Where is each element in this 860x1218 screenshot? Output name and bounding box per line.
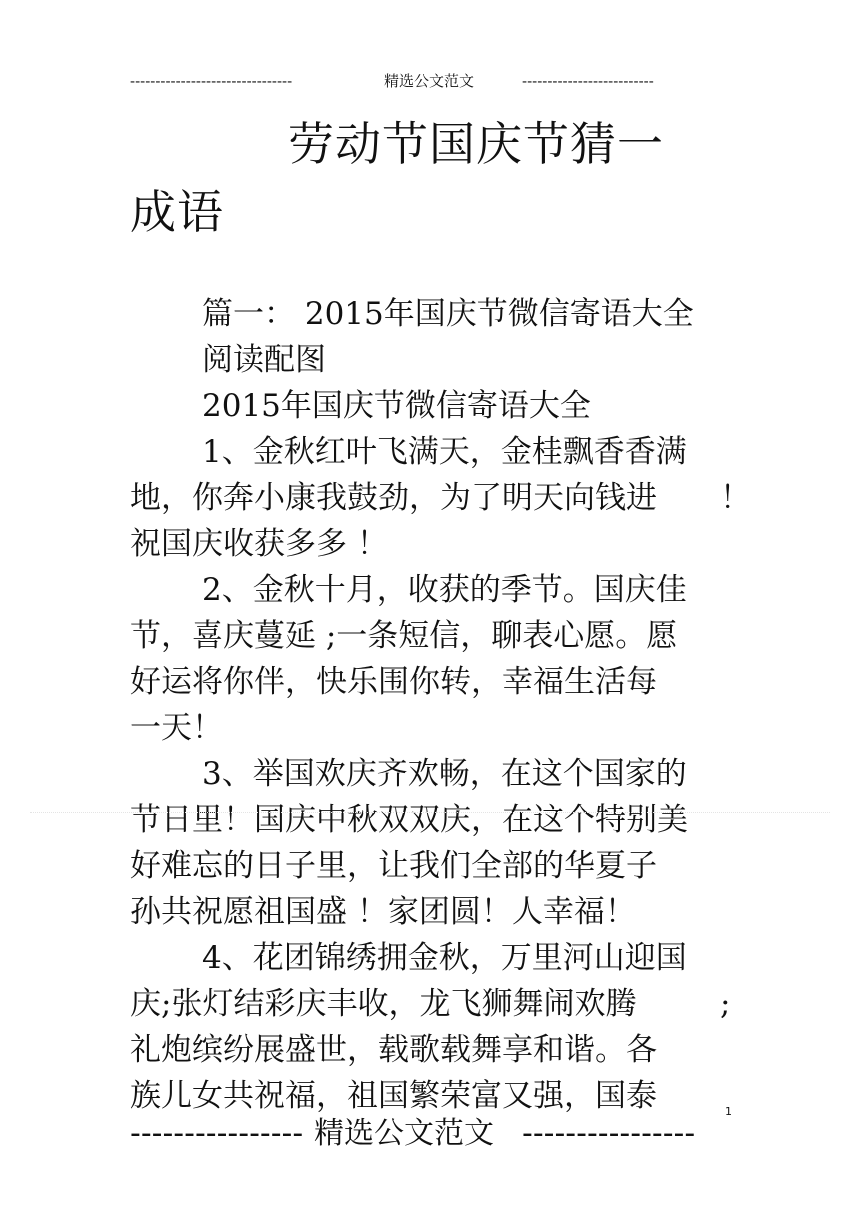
document-title [130, 112, 730, 244]
header-text: 精选公文范文 [384, 72, 475, 90]
text-line: 孙共祝愿祖国盛 ！家团圆！人幸福！ [130, 894, 636, 930]
title-line-2: 成语 [130, 185, 224, 239]
section-heading: 篇一： 2015年国庆节微信寄语大全 [202, 296, 694, 332]
text-line: 2、金秋十月，收获的季节。国庆佳 [202, 572, 687, 608]
text-line: 族儿女共祝福，祖国繁荣富又强，国泰 [130, 1078, 657, 1114]
text-line: 阅读配图 [202, 342, 326, 378]
title-line-1: 劳动节国庆节猜一 [288, 117, 664, 171]
text-line: 3、举国欢庆齐欢畅，在这个国家的 [202, 756, 687, 792]
page-number: 1 [725, 1105, 732, 1118]
text-line: 礼炮缤纷展盛世，载歌载舞享和谐。各 [130, 1032, 657, 1068]
page-header [130, 66, 702, 96]
subheading: 2015年国庆节微信寄语大全 [202, 388, 591, 424]
text-line: 节日里！国庆中秋双双庆，在这个特别美 [130, 802, 688, 838]
text-line [130, 475, 751, 521]
text-line: 好运将你伴，快乐围你转，幸福生活每 [130, 664, 657, 700]
text-line: 4、花团锦绣拥金秋，万里河山迎国 [202, 940, 687, 976]
text-line-trailing-punct: ！ [720, 480, 751, 516]
page-break-divider [30, 812, 830, 813]
document-body [130, 291, 751, 1119]
text-line [130, 981, 730, 1027]
header-dashes-left: -------------------------------- [130, 72, 293, 90]
footer-dashes-left: ---------------- [130, 1116, 304, 1151]
text-line: 祝国庆收获多多 ！ [130, 526, 388, 562]
text-line-main: 地，你奔小康我鼓劲，为了明天向钱进 [130, 480, 657, 516]
text-line-trailing-punct: ; [720, 986, 731, 1022]
header-dashes-right: -------------------------- [522, 72, 654, 90]
text-line: 好难忘的日子里，让我们全部的华夏子 [130, 848, 657, 884]
page-footer [130, 1112, 730, 1156]
text-line: 1、金秋红叶飞满天，金桂飘香香满 [202, 434, 687, 470]
text-line: 节，喜庆蔓延 ;一条短信，聊表心愿。愿 [130, 618, 678, 654]
footer-dashes-right: ---------------- [522, 1116, 696, 1151]
footer-text: 精选公文范文 [314, 1116, 494, 1151]
text-line: 一天！ [130, 710, 223, 746]
text-line-main: 庆;张灯结彩庆丰收，龙飞狮舞闹欢腾 [130, 986, 637, 1022]
